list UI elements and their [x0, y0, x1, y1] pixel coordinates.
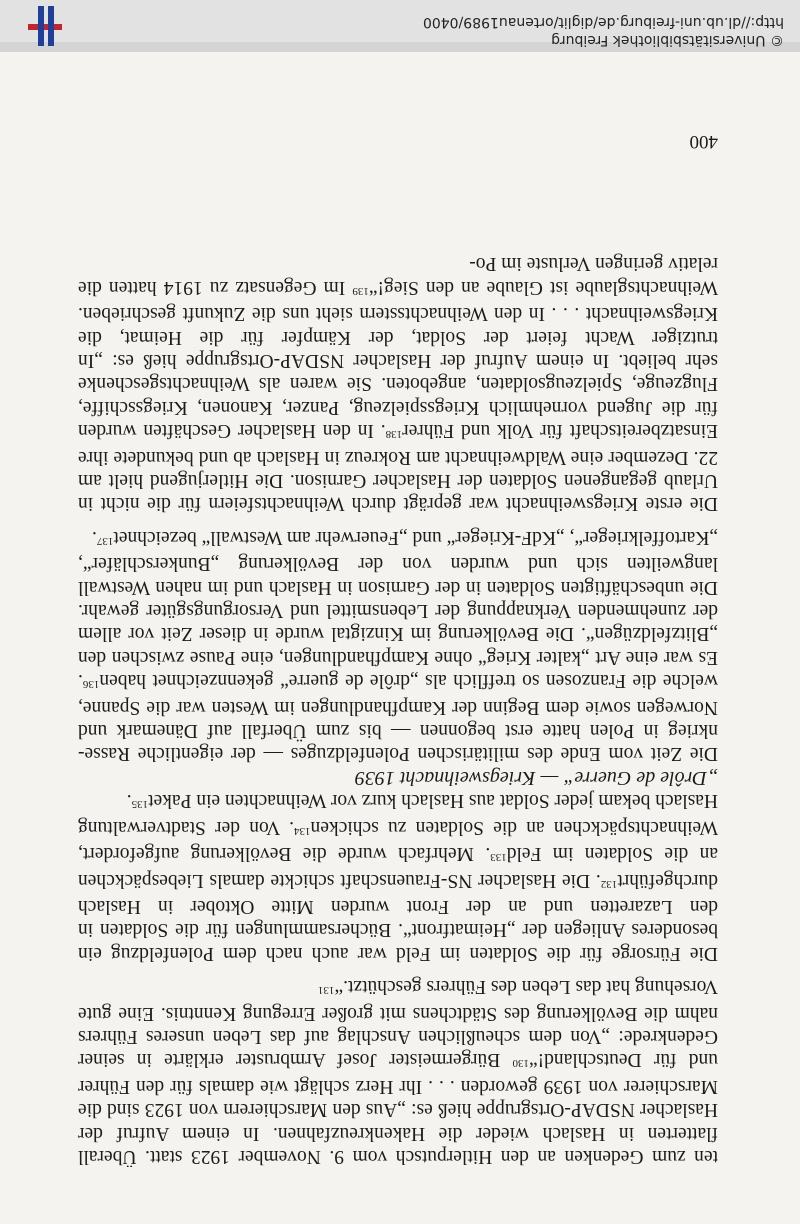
- footnote-ref: 137: [96, 534, 114, 547]
- library-footer: [0, 0, 800, 52]
- footnote-ref: 136: [82, 678, 100, 691]
- permalink[interactable]: http://dl.ub.uni-freiburg.de/diglit/ortenau1989/0400: [422, 14, 784, 30]
- paragraph: Die Zeit vom Ende des militärischen Polenfeldzuges — der eigentliche Rassenkrieg in Polen hatte erst begonnen — bis zum Überfall auf Dänemark und Norwegen sowie dem Beginn der Kampfhandlungen im Westen war die Spanne, welche die Franzosen so trefflich als „drôle de guerre“ gekennzeichnet haben$^{136}$. Es war eine Art „kalter Krieg“ ohne Kampfhandlungen, eine Pause zwischen den „Blitzfeldzügen“. Die Bevölkerung im Kinzigtal wurde in dieser Zeit vor allem der zunehmenden Verknappung der Lebensmittel und Versorgungsgüter gewahr. Die unbeschäftigten Soldaten in der Garnison in Haslach und im nahen Westwall langweilten sich und wurden von der Bevölkerung „Bunkerschläfer“, „Kartoffelkrieger“, „KdF-Krieger“ und „Feuerwehr am Westwall“ bezeichnet$^{137}$.: [78, 526, 718, 765]
- footnote-ref: 133: [490, 851, 507, 864]
- footnote-ref: 130: [512, 1057, 529, 1070]
- paragraph: Die erste Kriegsweihnacht war geprägt durch Weihnachtsfeiern für die nicht in Urlaub gegangenen Soldaten der Haslacher Garnison. Die Hitlerjugend hielt am 22. Dezember eine Waldweihnacht am Rokreuz in Haslach ab und bekundete ihre Einsatzbereitschaft für Volk und Führer$^{138}$. In den Haslacher Geschäften wurden für die Jugend vornehmlich Kriegsspielzeug, Panzer, Kanonen, Kriegsschiffe, Flugzeuge, Spielzeugsoldaten, angeboten. Sie waren als Weihnachtsgeschenke sehr beliebt. In einem Aufruf der Haslacher NSDAP-Ortsgruppe hieß es: „In trutziger Wacht feiert der Soldat, der Kämpfer für die Heimat, die Kriegsweihnacht . . . In den Weihnachtsstern sieht uns die Zukunft geschrieben. Weihnachtsglaube ist Glaube an den Sieg!“$^{139}$ Im Gegensatz zu 1914 hatten die relativ geringen Verluste im Po-: [78, 253, 718, 515]
- page-body: [78, 252, 718, 1168]
- section-heading: „Drôle de Guerre“ — Kriegsweihnacht 1939: [354, 766, 718, 789]
- footnote-ref: 132: [600, 877, 618, 890]
- footnote-ref: 131: [317, 984, 335, 997]
- copyright-notice: © Universitätsbibliothek Freiburg: [551, 32, 784, 48]
- paragraph: Die Fürsorge für die Soldaten im Feld war auch nach dem Polenfeldzug ein besonderes Anliegen der „Heimatfront“. Büchersammlungen für die Soldaten in den Lazaretten und an der Front wurden Mitte Oktober in Haslach durchgeführt$^{132}$. Die Haslacher NS-Frauenschaft schickte damals Liebespäckchen an die Soldaten im Feld$^{133}$. Mehrfach wurde die Bevölkerung aufgefordert, Weihnachtspäckchen an die Soldaten zu schicken$^{134}$. Von der Stadtverwaltung Haslach bekam jeder Soldat aus Haslach kurz vor Weihnachten ein Paket$^{135}$.: [78, 790, 718, 964]
- footnote-ref: 138: [385, 428, 403, 441]
- footnote-ref: 134: [294, 824, 311, 837]
- footnote-ref: 135: [131, 798, 149, 811]
- footnote-ref: 139: [352, 284, 369, 297]
- university-library-logo-icon: [16, 0, 76, 52]
- page-number: 400: [689, 131, 718, 152]
- paragraph: ten zum Gedenken an den Hitlerputsch vom 9. November 1923 statt. Überall flatterten in Haslach wieder die Hakenkreuzfahnen. In einem Aufruf der Haslacher NSDAP-Ortsgruppe hieß es: „Aus den Marschierern von 1923 sind die Marschierer von 1939 geworden . . . Ihr Herz schlägt wie damals für den Führer und für Deutschland!“$^{130}$ Bürgermeister Josef Armbruster erklärte in seiner Gedenkrede: „Von dem scheußlichen Anschlag auf das Leben unseres Führers nahm die Bevölkerung des Städtchens mit großer Erregung Kenntnis. Eine gute Vorsehung hat das Leben des Führers geschützt.“$^{131}$: [78, 976, 718, 1167]
